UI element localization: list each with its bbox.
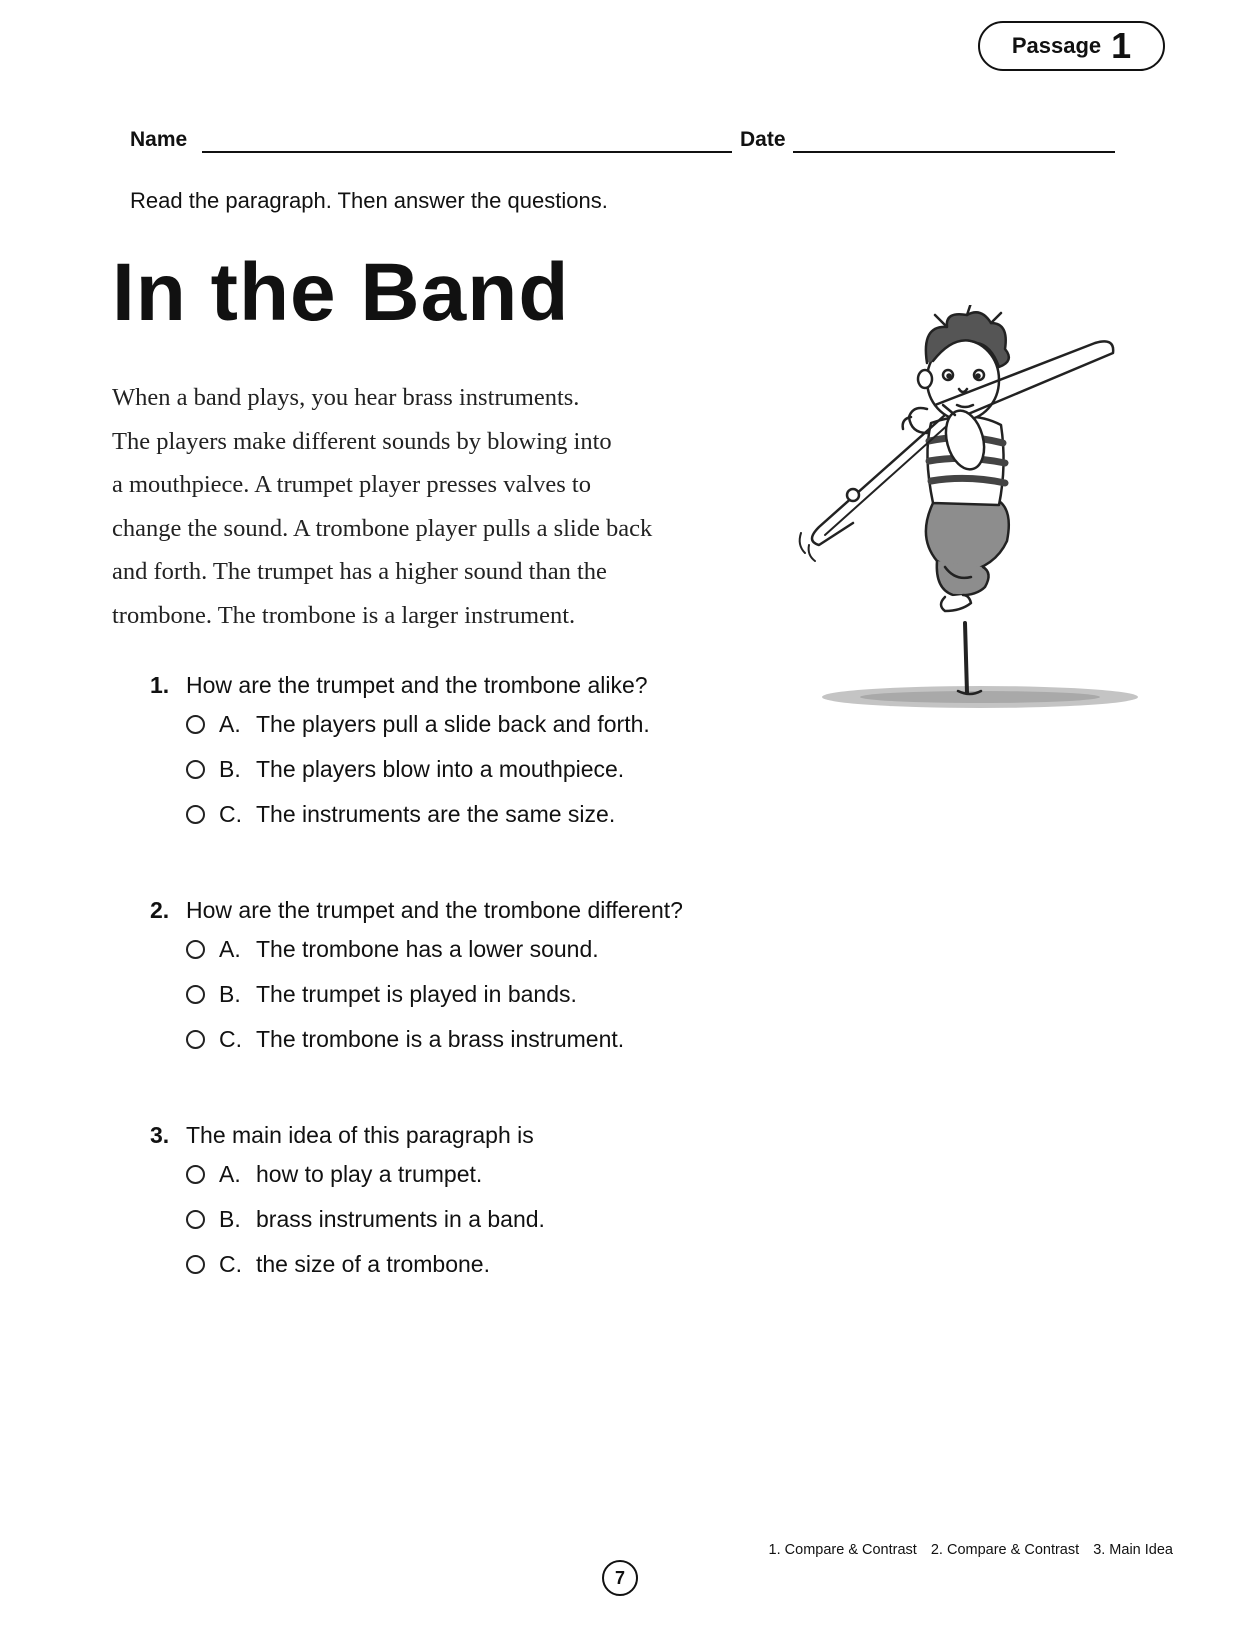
passage-number: 1 xyxy=(1111,25,1132,66)
option-text: The trombone is a brass instrument. xyxy=(256,1026,625,1052)
answer-option-2a[interactable] xyxy=(150,927,683,972)
answer-option-3a[interactable] xyxy=(150,1152,545,1197)
skill-label: 2. Compare & Contrast xyxy=(930,1542,1080,1558)
question-stem xyxy=(150,1118,545,1152)
radio-button[interactable] xyxy=(186,760,205,779)
radio-button[interactable] xyxy=(186,985,205,1004)
question-text: The main idea of this paragraph is xyxy=(186,1122,534,1148)
option-letter: B. xyxy=(219,1206,241,1232)
answer-option-3b[interactable] xyxy=(150,1197,545,1242)
question-number: 3. xyxy=(150,1122,170,1148)
option-text: the size of a trombone. xyxy=(256,1251,490,1277)
answer-option-2b[interactable] xyxy=(150,972,683,1017)
option-letter: A. xyxy=(219,711,241,737)
passage-paragraph xyxy=(112,376,772,637)
question-3 xyxy=(150,1118,545,1287)
radio-button[interactable] xyxy=(186,1210,205,1229)
question-text: How are the trumpet and the trombone alike? xyxy=(186,672,648,698)
option-text: The trombone has a lower sound. xyxy=(256,936,599,962)
passage-line: The players make different sounds by blowing into xyxy=(112,427,612,455)
page-number: 7 xyxy=(602,1560,638,1596)
answer-option-1b[interactable] xyxy=(150,747,650,792)
name-label: Name xyxy=(130,128,188,151)
question-text: How are the trumpet and the trombone different? xyxy=(186,897,683,923)
option-text: brass instruments in a band. xyxy=(256,1206,545,1232)
option-letter: C. xyxy=(219,1251,242,1277)
option-text: The players blow into a mouthpiece. xyxy=(256,756,625,782)
radio-button[interactable] xyxy=(186,940,205,959)
option-letter: A. xyxy=(219,1161,241,1187)
question-stem xyxy=(150,893,683,927)
option-text: The players pull a slide back and forth. xyxy=(256,711,650,737)
radio-button[interactable] xyxy=(186,1030,205,1049)
radio-button[interactable] xyxy=(186,805,205,824)
passage-badge xyxy=(978,21,1165,71)
answer-option-3c[interactable] xyxy=(150,1242,545,1287)
option-letter: C. xyxy=(219,1026,242,1052)
boy-playing-trombone-illustration xyxy=(795,305,1140,715)
skill-label: 1. Compare & Contrast xyxy=(768,1542,917,1558)
page-title: In the Band xyxy=(112,247,570,338)
option-letter: C. xyxy=(219,801,242,827)
answer-option-1a[interactable] xyxy=(150,702,650,747)
question-1 xyxy=(150,668,650,837)
passage-line: a mouthpiece. A trumpet player presses valves to xyxy=(112,471,591,498)
option-letter: A. xyxy=(219,936,241,962)
name-field[interactable] xyxy=(202,151,732,153)
radio-button[interactable] xyxy=(186,715,205,734)
question-2 xyxy=(150,893,683,1062)
question-number: 2. xyxy=(150,897,170,923)
option-text: The instruments are the same size. xyxy=(256,801,616,827)
passage-line: When a band plays, you hear brass instruments. xyxy=(112,384,580,411)
passage-line: change the sound. A trombone player pulls a slide back xyxy=(112,514,653,542)
answer-option-1c[interactable] xyxy=(150,792,650,837)
answer-option-2c[interactable] xyxy=(150,1017,683,1062)
option-text: The trumpet is played in bands. xyxy=(256,981,577,1007)
instructions: Read the paragraph. Then answer the questions. xyxy=(130,188,608,213)
passage-line: and forth. The trumpet has a higher sound than the xyxy=(112,558,607,585)
question-number: 1. xyxy=(150,672,170,698)
date-field[interactable] xyxy=(793,151,1115,153)
passage-line: trombone. The trombone is a larger instrument. xyxy=(112,601,576,629)
option-letter: B. xyxy=(219,756,241,782)
option-text: how to play a trumpet. xyxy=(256,1161,483,1187)
question-stem xyxy=(150,668,650,702)
date-label: Date xyxy=(740,128,786,151)
option-letter: B. xyxy=(219,981,241,1007)
skill-label: 3. Main Idea xyxy=(1093,1542,1173,1558)
radio-button[interactable] xyxy=(186,1165,205,1184)
passage-label: Passage xyxy=(1011,33,1102,58)
skills-footer xyxy=(759,1542,1173,1558)
radio-button[interactable] xyxy=(186,1255,205,1274)
